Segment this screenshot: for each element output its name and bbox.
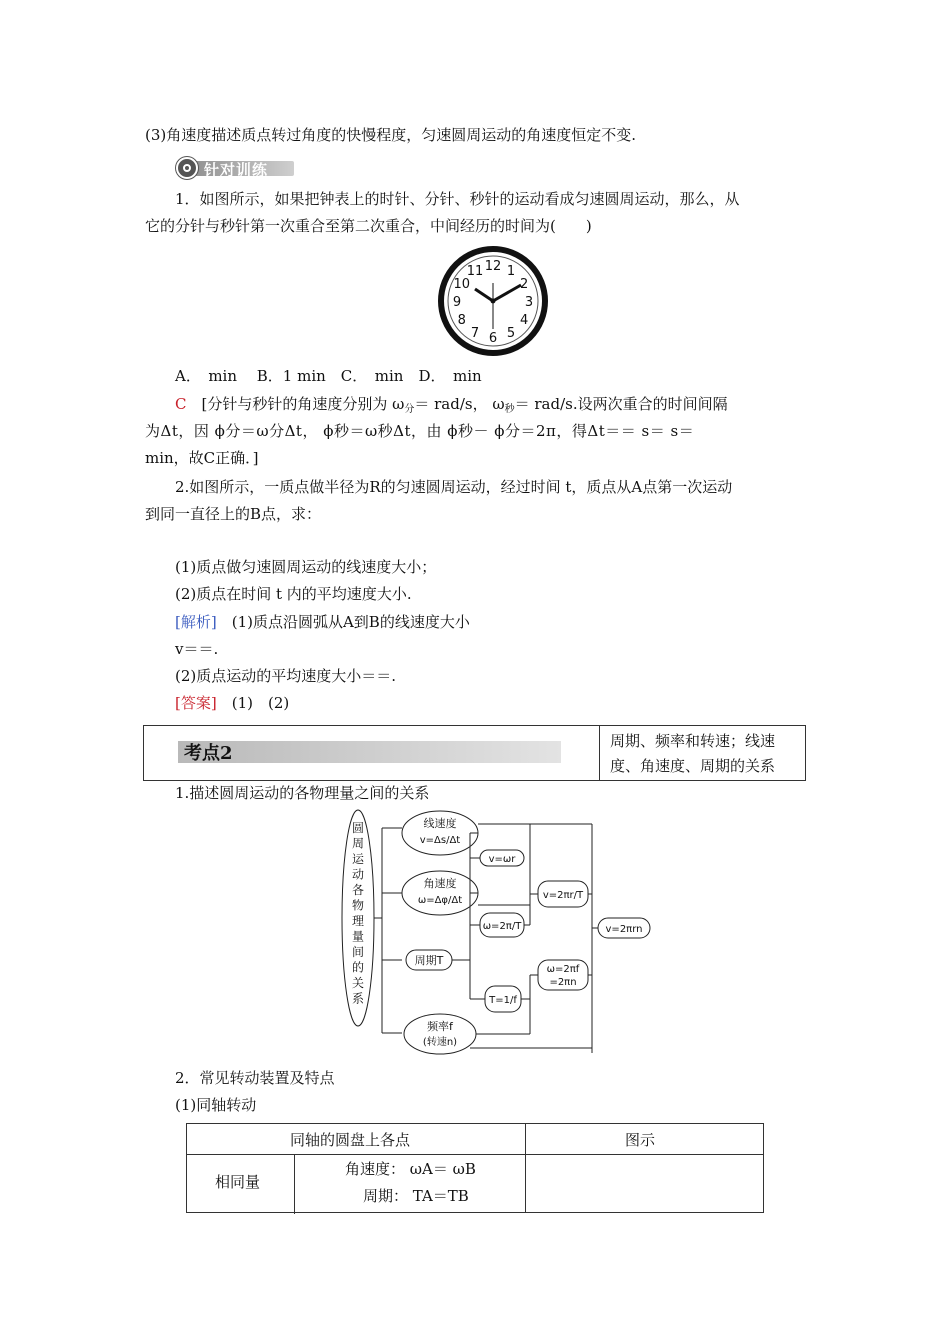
answer-tag: [答案] bbox=[175, 694, 217, 712]
answer-options: A． min B．1 min C． min D． min bbox=[175, 367, 482, 385]
clock-number: 3 bbox=[524, 295, 534, 310]
diagram-vertical-char: 系 bbox=[351, 991, 365, 1006]
analysis-line-3: (2)质点运动的平均速度大小＝＝. bbox=[175, 667, 397, 685]
question-2-line-b: 到同一直径上的B点，求： bbox=[145, 505, 322, 523]
question-2-line-a: 2.如图所示，一质点做半径为R的匀速圆周运动，经过时间 t，质点从A点第一次运动 bbox=[175, 478, 733, 496]
subsection-2: 2．常见转动装置及特点 bbox=[175, 1069, 335, 1087]
clock-number: 9 bbox=[452, 295, 462, 310]
linear-speed-label: 线速度 bbox=[423, 817, 457, 830]
section-badge bbox=[176, 157, 294, 179]
clock-number: 5 bbox=[506, 326, 516, 342]
kaodian-box bbox=[143, 725, 806, 781]
diagram-vertical-char: 间 bbox=[351, 945, 365, 959]
diagram-vertical-char: 各 bbox=[351, 883, 365, 897]
diagram-vertical-char: 运 bbox=[351, 852, 365, 866]
answer-line-3: min，故C正确．] bbox=[145, 449, 259, 467]
formula-v-2pirn: v=2πrn bbox=[605, 924, 643, 935]
diagram-vertical-char: 物 bbox=[351, 898, 365, 913]
answer-line-1: C [分针与秒针的角速度分别为 $\omega_分= rad/s$， $\omega_秒= rad/s$.设两次重合的时间间隔 bbox=[175, 395, 728, 415]
clock-number: 11 bbox=[466, 263, 484, 279]
coaxial-table bbox=[186, 1123, 764, 1213]
clock-number: 6 bbox=[488, 331, 498, 346]
table-row-label: 相同量 bbox=[215, 1173, 261, 1191]
clock-number: 2 bbox=[520, 277, 529, 292]
diagram-vertical-char: 量 bbox=[351, 929, 365, 944]
answer-final: [答案] (1) (2) bbox=[175, 694, 290, 712]
clock-number: 7 bbox=[470, 326, 480, 342]
clock-number: 10 bbox=[453, 277, 471, 292]
target-icon bbox=[176, 157, 198, 179]
formula-v-wr: v=ωr bbox=[488, 854, 516, 865]
part-1: (1)质点做匀速圆周运动的线速度大小； bbox=[175, 558, 437, 576]
diagram-vertical-char: 动 bbox=[351, 867, 365, 882]
formula-w-2pin: =2πn bbox=[549, 977, 577, 988]
formula-v-2pir-t: v=2πr/T bbox=[542, 890, 584, 901]
formula-t-1-f: T=1/f bbox=[489, 995, 517, 1006]
clock-number: 12 bbox=[484, 259, 502, 274]
diagram-vertical-char: 理 bbox=[351, 914, 365, 928]
diagram-vertical-char: 周 bbox=[351, 836, 365, 851]
clock-figure bbox=[437, 245, 549, 357]
rotation-label: (转速n) bbox=[422, 1037, 458, 1048]
angular-speed-formula: ω=Δφ/Δt bbox=[417, 895, 463, 906]
analysis-tag: [解析] bbox=[175, 613, 217, 631]
table-cell-period: 周期： TA＝TB bbox=[363, 1187, 469, 1205]
period-label: 周期T bbox=[414, 954, 444, 967]
relationship-diagram bbox=[340, 808, 660, 1058]
table-header-left: 同轴的圆盘上各点 bbox=[290, 1131, 411, 1149]
diagram-vertical-char: 关 bbox=[351, 976, 365, 990]
clock-number: 4 bbox=[520, 313, 529, 328]
analysis-line-1: [解析] (1)质点沿圆弧从A到B的线速度大小 bbox=[175, 613, 470, 631]
diagram-vertical-char: 的 bbox=[351, 960, 365, 975]
kaodian-title: 考点2 bbox=[184, 743, 233, 764]
text-line-1: (3)角速度描述质点转过角度的快慢程度，匀速圆周运动的角速度恒定不变. bbox=[145, 126, 637, 144]
subsection-3: (1)同轴转动 bbox=[175, 1096, 257, 1114]
angular-speed-label: 角速度 bbox=[423, 877, 457, 890]
answer-letter: C bbox=[175, 395, 187, 413]
answer-line-2: 为Δt，因 ϕ分＝ω分Δt， ϕ秒＝ω秒Δt，由 ϕ秒－ ϕ分＝2π，得Δt＝＝ s＝ s＝ bbox=[145, 422, 695, 440]
clock-number: 1 bbox=[506, 263, 516, 279]
table-header-right: 图示 bbox=[625, 1131, 656, 1149]
analysis-line-2: v＝＝. bbox=[175, 640, 219, 658]
linear-speed-formula: v=Δs/Δt bbox=[419, 835, 461, 846]
diagram-vertical-char: 圆 bbox=[351, 821, 365, 835]
clock-number: 8 bbox=[457, 313, 466, 328]
badge-label: 针对训练 bbox=[204, 161, 269, 179]
frequency-label: 频率f bbox=[427, 1020, 453, 1033]
table-cell-angular: 角速度： ωA＝ ωB bbox=[345, 1160, 476, 1178]
formula-w-2pi-t: ω=2π/T bbox=[482, 921, 522, 932]
kaodian-desc-1: 周期、频率和转速；线速 bbox=[610, 732, 776, 750]
question-1-line-b: 它的分针与秒针第一次重合至第二次重合，中间经历的时间为( ) bbox=[145, 217, 592, 235]
question-1-line-a: 1．如图所示，如果把钟表上的时针、分针、秒针的运动看成匀速圆周运动，那么，从 bbox=[175, 190, 740, 208]
formula-w-2pif: ω=2πf bbox=[546, 964, 580, 975]
part-2: (2)质点在时间 t 内的平均速度大小. bbox=[175, 585, 412, 603]
subsection-1: 1.描述圆周运动的各物理量之间的关系 bbox=[175, 784, 430, 802]
kaodian-desc-2: 度、角速度、周期的关系 bbox=[610, 757, 776, 775]
